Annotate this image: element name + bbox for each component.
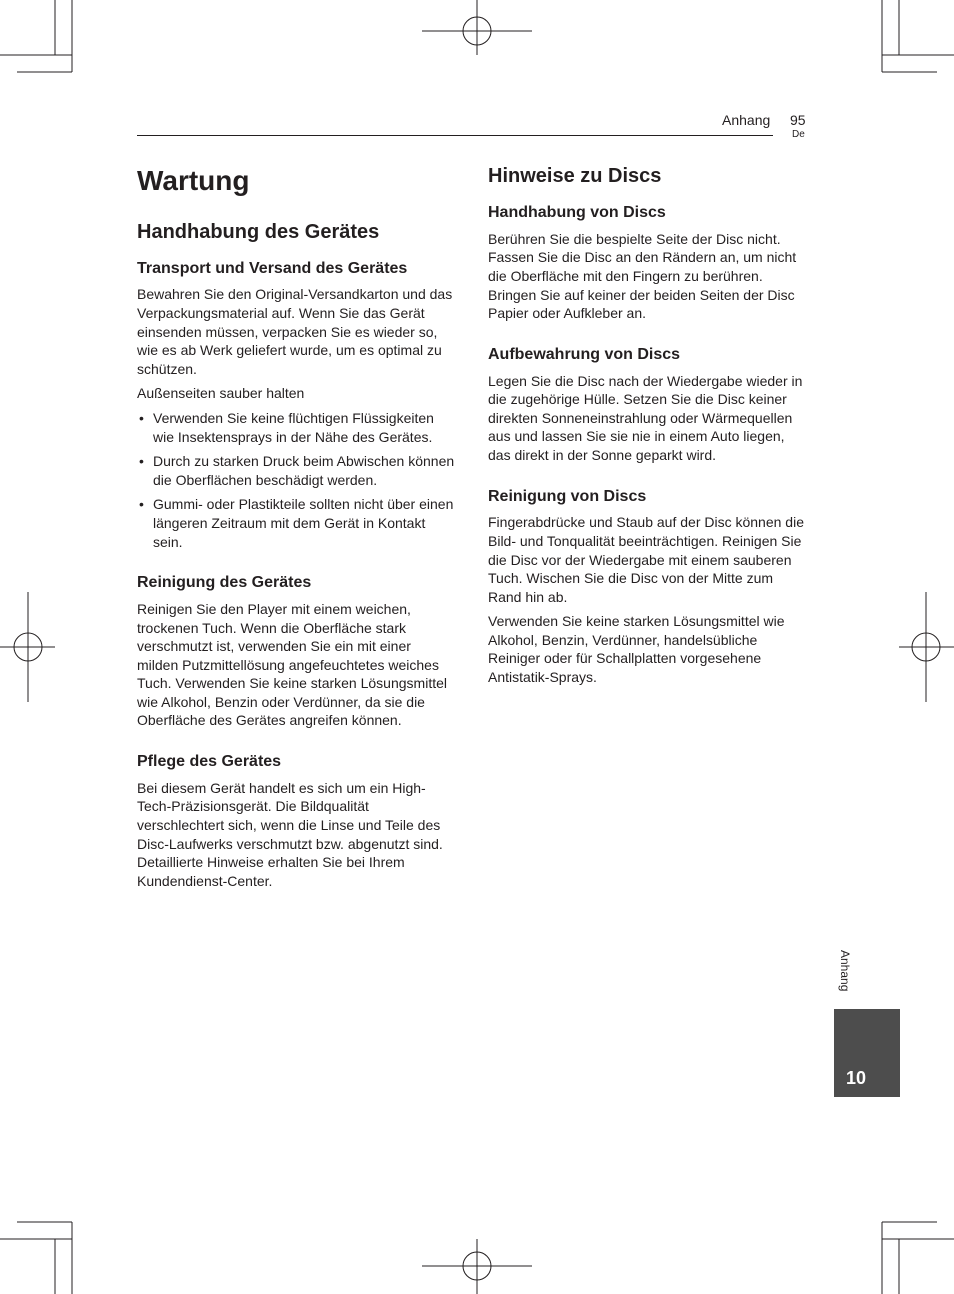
disc-cleaning-body-2: Verwenden Sie keine starken Lösungsmittel wie Alkohol, Benzin, Verdünner, handelsübliche Reiniger oder für Schallplatten vorgesehene Antistatik-Sprays. xyxy=(488,613,785,686)
list-item-text: Gummi- oder Plastikteile sollten nicht über einen längeren Zeitraum mit dem Gerät in Kontakt sein. xyxy=(153,496,454,550)
list-item xyxy=(137,452,455,489)
disc-handling-section xyxy=(488,203,806,323)
device-cleaning-section xyxy=(137,573,455,730)
left-column xyxy=(137,164,455,912)
running-header-section: Anhang xyxy=(722,112,771,128)
device-cleaning-body: Reinigen Sie den Player mit einem weichen, trockenen Tuch. Wenn die Oberfläche stark verschmutzt ist, verwenden Sie ein mit einer milden Putzmittellösung angefeuchtetes weiches Tuch. Verwenden Sie keine starken Lösungsmittel wie Alkohol, Benzin oder Verdünner, da sie die Oberfläche des Gerätes angreifen können. xyxy=(137,600,447,729)
transport-subtitle: Außenseiten sauber halten xyxy=(137,385,305,402)
transport-body: Bewahren Sie den Original-Versandkarton und das Verpackungsmaterial auf. Wenn Sie das Gerät einsenden müssen, verpacken Sie es wieder so, wie es ab Werk geliefert wurde, um es optimal zu schützen. xyxy=(137,286,453,377)
bullet-icon: • xyxy=(139,496,144,513)
list-item xyxy=(137,409,455,446)
list-item xyxy=(137,495,455,551)
device-cleaning-title: Reinigung des Gerätes xyxy=(137,574,312,592)
transport-title: Transport und Versand des Gerätes xyxy=(137,259,408,277)
device-care-title: Pflege des Gerätes xyxy=(137,753,282,771)
right-column xyxy=(488,164,806,709)
disc-storage-title: Aufbewahrung von Discs xyxy=(488,345,681,363)
bullet-icon: • xyxy=(139,453,144,470)
chapter-number: 10 xyxy=(846,1068,867,1088)
section-heading-discs: Hinweise zu Discs xyxy=(488,165,662,187)
disc-storage-section xyxy=(488,345,806,465)
page-title: Wartung xyxy=(137,165,250,196)
language-code: De xyxy=(792,129,805,140)
bullet-icon: • xyxy=(139,409,144,426)
side-tab-label: Anhang xyxy=(838,950,852,992)
disc-cleaning-section xyxy=(488,487,806,687)
chapter-tab xyxy=(834,1009,900,1097)
disc-storage-body: Legen Sie die Disc nach der Wiedergabe wieder in die zugehörige Hülle. Setzen Sie die Disc keiner direkten Sonneneinstrahlung oder Wärmequellen aus und lassen Sie sie nie in einem Auto liegen, das direkt in der Sonne geparkt wird. xyxy=(488,372,803,463)
section-heading-device-handling: Handhabung des Gerätes xyxy=(137,220,380,243)
device-care-body: Bei diesem Gerät handelt es sich um ein High-Tech-Präzisionsgerät. Die Bildqualität verschlechtert sich, wenn die Linse und Teile des Disc-Laufwerks verschmutzt bzw. abgenutzt sind. Detaillierte Hinweise erhalten Sie bei Ihrem Kundendienst-Center. xyxy=(137,779,443,889)
transport-section xyxy=(137,259,455,552)
exterior-care-list xyxy=(137,409,455,551)
list-item-text: Durch zu starken Druck beim Abwischen können die Oberflächen beschädigt werden. xyxy=(153,453,455,488)
disc-cleaning-title: Reinigung von Discs xyxy=(488,487,647,505)
device-care-section xyxy=(137,752,455,890)
list-item-text: Verwenden Sie keine flüchtigen Flüssigkeiten wie Insektensprays in der Nähe des Gerätes. xyxy=(153,409,434,445)
page-number: 95 xyxy=(790,112,806,128)
header-rule xyxy=(137,135,773,136)
disc-handling-body: Berühren Sie die bespielte Seite der Disc nicht. Fassen Sie die Disc an den Rändern an, um nicht die Oberfläche mit den Fingern zu berühren. Bringen Sie auf keiner der beiden Seiten der Disc Papier oder Aufkleber an. xyxy=(488,230,797,322)
disc-cleaning-body-1: Fingerabdrücke und Staub auf der Disc können die Bild- und Tonqualität beeinträchtigen. Reinigen Sie die Disc vor der Wiedergabe mit einem sauberen Tuch. Wischen Sie die Disc von der Mitte zum Rand hin ab. xyxy=(488,514,804,605)
disc-handling-title: Handhabung von Discs xyxy=(488,204,666,221)
